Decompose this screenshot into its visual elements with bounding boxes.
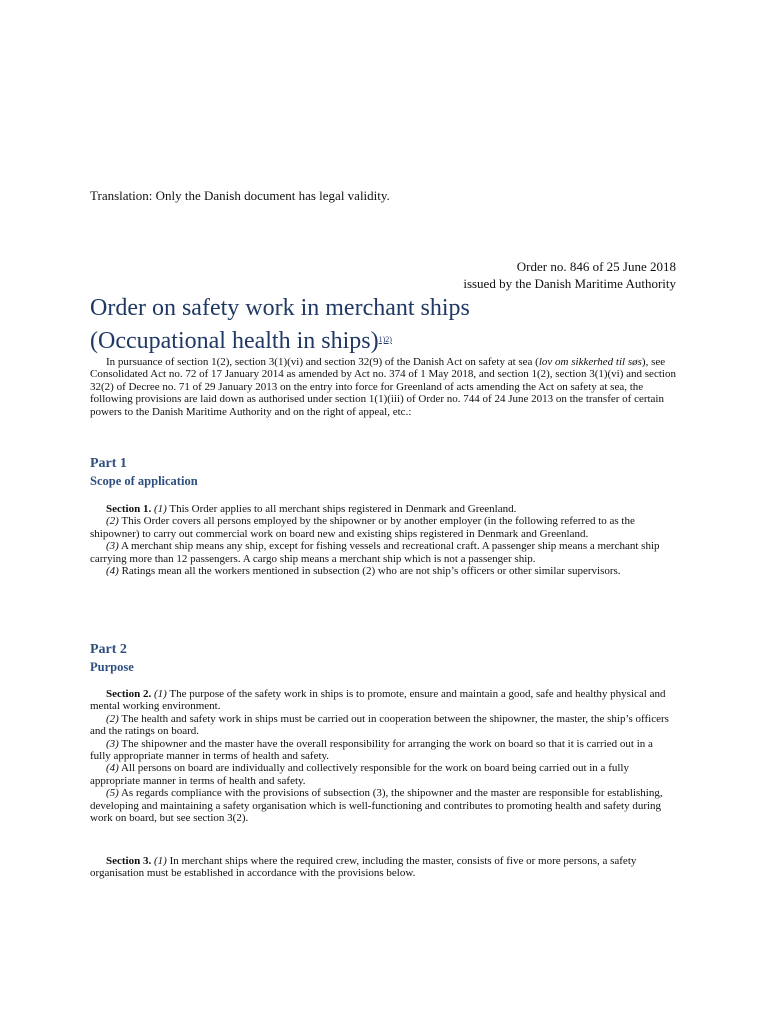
subsection-number: (2) — [106, 515, 119, 528]
order-number: Order no. 846 of 25 June 2018 — [516, 259, 676, 274]
part-2-heading: Part 2 — [90, 642, 127, 657]
section-3 — [90, 855, 676, 880]
document-title — [90, 292, 690, 357]
preamble-italic: lov om sikkerhed til søs — [538, 356, 642, 368]
subsection-number: (1) — [153, 688, 167, 700]
subsection-text: Ratings mean all the workers mentioned in subsection (2) who are not ship’s officers or other similar supervisors. — [118, 565, 621, 578]
subsection-text: All persons on board are individually and collectively responsible for the work on board being carried out in a fully appropriate manner in terms of health and safety. — [90, 762, 629, 787]
section-label: Section 1. — [106, 503, 152, 515]
subsection-number: (4) — [106, 565, 119, 578]
subsection-number: (1) — [153, 855, 167, 867]
subsection-text: The health and safety work in ships must be carried out in cooperation between the shipowner, the master, the ship’s officers and the ratings on board. — [90, 712, 669, 738]
translation-note: Translation: Only the Danish document has legal validity. — [90, 188, 390, 203]
title-footnote-link[interactable]: 1)2) — [378, 335, 392, 344]
subsection-number: (1) — [153, 503, 167, 515]
subsection-text: A merchant ship means any ship, except for fishing vessels and recreational craft. A passenger ship means a merchant ship carrying more than 12 passengers. A cargo ship means a merchant ship which is not a passenger ship. — [90, 540, 660, 565]
part-2-subtitle: Purpose — [90, 660, 134, 674]
section-label: Section 2. — [106, 688, 152, 700]
section-label: Section 3. — [106, 855, 152, 867]
preamble-text: In pursuance of section 1(2), section 3(1)(vi) and section 32(9) of the Danish Act on safety at sea ( — [106, 356, 539, 368]
part-1-subtitle: Scope of application — [90, 474, 198, 488]
preamble-text-cont: ), see Consolidated Act no. 72 of 17 January 2014 as amended by Act no. 374 of 1 May 2018, and section 1(2), section 3(1)(vi) and section 32(2) of Decree no. 71 of 29 January 2013 on the entry into force for Greenland of acts amending the Act on safety at sea, the following provisions are laid down as authorised under section 1(1)(iii) of Order no. 744 of 24 June 2013 on the transfer of certain powers to the Danish Maritime Authority and on the right of appeal, etc.: — [90, 356, 676, 418]
title-line-1: Order on safety work in merchant ships — [90, 295, 470, 321]
subsection-text: This Order covers all persons employed by the shipowner or by another employer (in the following referred to as the shipowner) to carry out commercial work on board new and existing ships registered in Denmark and Greenland. — [90, 515, 635, 540]
subsection-number: (5) — [106, 787, 119, 800]
issuer: issued by the Danish Maritime Authority — [463, 276, 676, 291]
subsection-text: The shipowner and the master have the overall responsibility for arranging the work on board so that it is carried out in a fully appropriate manner in terms of health and safety. — [90, 737, 653, 763]
title-line-2: (Occupational health in ships) — [90, 328, 379, 354]
subsection-text: As regards compliance with the provisions of subsection (3), the shipowner and the master are responsible for establishing, developing and maintaining a safety organisation which is well-functioning and contributes to promoting health and safety during work on board, but see section 3(2). — [90, 787, 663, 825]
section-2 — [90, 688, 676, 824]
section-1 — [90, 503, 676, 577]
subsection-text: In merchant ships where the required crew, including the master, consists of five or more persons, a safety organisation must be established in accordance with the provisions below. — [90, 855, 637, 880]
subsection-number: (4) — [106, 762, 119, 775]
subsection-text: The purpose of the safety work in ships is to promote, ensure and maintain a good, safe and healthy physical and mental working environment. — [90, 688, 666, 713]
preamble — [90, 356, 676, 418]
subsection-number: (3) — [106, 737, 119, 750]
part-1-heading: Part 1 — [90, 456, 127, 471]
order-meta — [463, 258, 676, 292]
subsection-number: (3) — [106, 540, 119, 553]
subsection-text: This Order applies to all merchant ships registered in Denmark and Greenland. — [166, 503, 517, 515]
subsection-number: (2) — [106, 712, 119, 725]
